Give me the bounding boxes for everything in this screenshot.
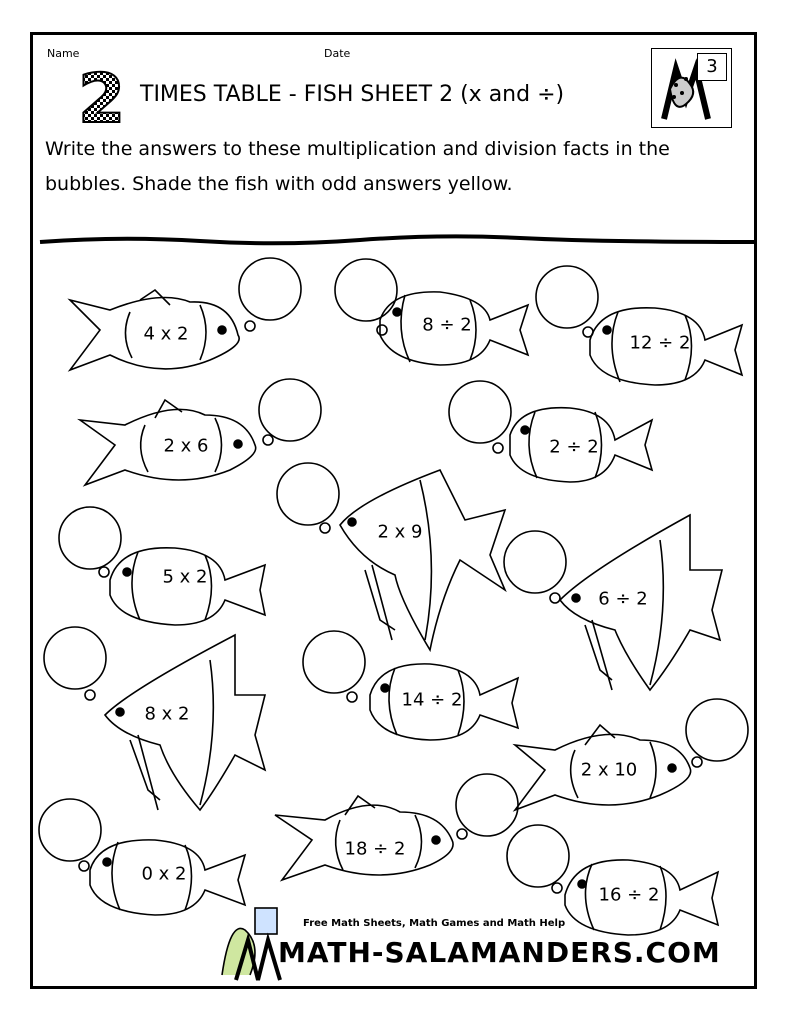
- fact-label: 18 ÷ 2: [344, 838, 406, 860]
- fact-label: 8 ÷ 2: [422, 314, 472, 336]
- grade-badge: 3: [697, 53, 727, 81]
- fact-label: 16 ÷ 2: [598, 884, 660, 906]
- page-title: TIMES TABLE - FISH SHEET 2 (x and ÷): [140, 82, 565, 107]
- fact-label: 5 x 2: [162, 566, 208, 588]
- fact-label: 2 x 6: [163, 435, 209, 457]
- angelfish-outline: [340, 470, 505, 650]
- fact-label: 14 ÷ 2: [401, 689, 463, 711]
- footer-salamander-mascot: [222, 908, 280, 980]
- fact-label: 6 ÷ 2: [598, 588, 648, 610]
- fact-label: 4 x 2: [143, 323, 189, 345]
- fact-label: 8 x 2: [144, 703, 190, 725]
- name-label: Name: [47, 47, 80, 60]
- number-two-text: 2: [78, 66, 126, 126]
- date-label: Date: [324, 47, 351, 60]
- fact-label: 2 ÷ 2: [549, 436, 599, 458]
- fact-label: 0 x 2: [141, 863, 187, 885]
- footer-brand-link[interactable]: MATH-SALAMANDERS.COM: [278, 936, 721, 969]
- water-line: [40, 236, 755, 243]
- fact-label: 12 ÷ 2: [629, 332, 691, 354]
- footer-tagline: Free Math Sheets, Math Games and Math Help: [303, 918, 566, 929]
- instructions: Write the answers to these multiplication and division facts in the bubbles. Shade the fish with odd answers yellow.: [45, 138, 670, 195]
- fact-label: 2 x 9: [377, 521, 423, 543]
- fact-label: 2 x 10: [580, 759, 638, 781]
